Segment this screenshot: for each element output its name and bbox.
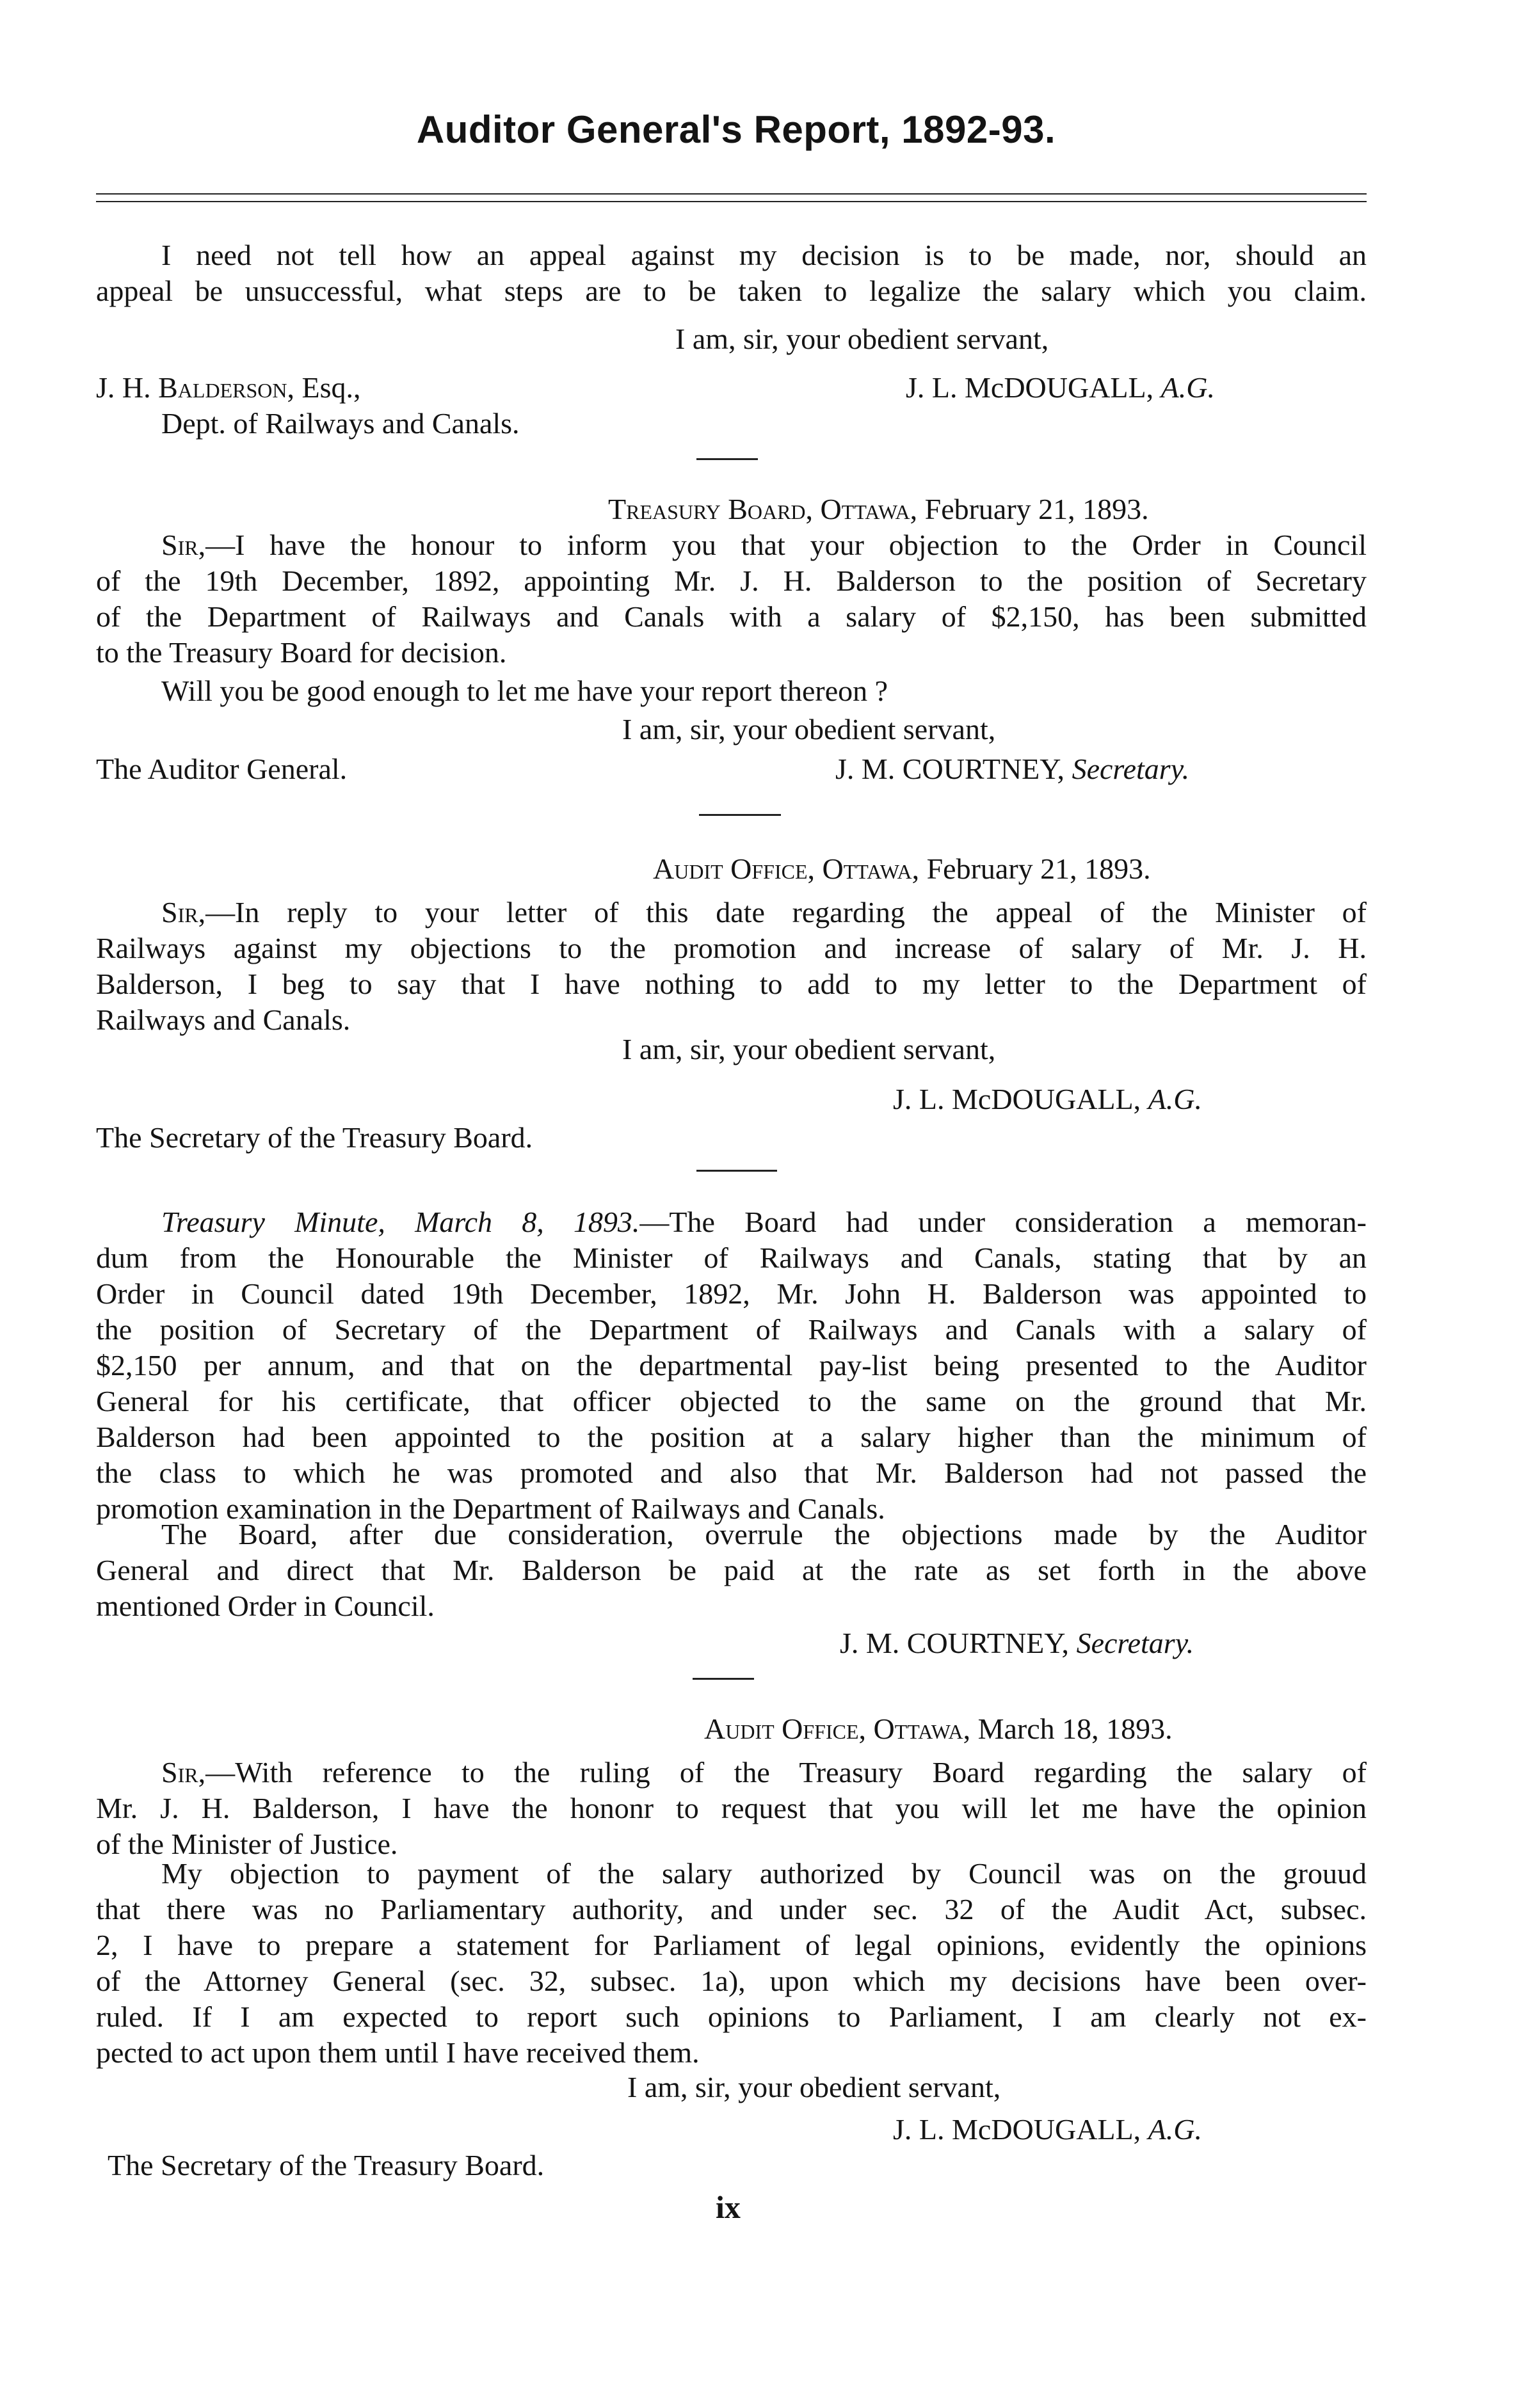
paragraph-line: I need not tell how an appeal against my decision is to be made, nor, should an <box>161 239 1367 271</box>
paragraph-line: to the Treasury Board for decision. <box>96 636 507 669</box>
closing-line: I am, sir, your obedient servant, <box>622 1033 996 1065</box>
paragraph-line: Railways and Canals. <box>96 1003 351 1036</box>
paragraph-line: of the Attorney General (sec. 32, subsec. 1a), upon which my decisions have been over- <box>96 1965 1367 1997</box>
paragraph-line: Sir,—I have the honour to inform you that your objection to the Order in Council <box>161 529 1367 561</box>
paragraph-line: mentioned Order in Council. <box>96 1590 435 1622</box>
paragraph-line: $2,150 per annum, and that on the departmental pay-list being presented to the Auditor <box>96 1349 1367 1382</box>
paragraph-line: pected to act upon them until I have received them. <box>96 2036 700 2069</box>
letter-place: Audit Office, Ottawa, <box>653 852 920 885</box>
paragraph-line: promotion examination in the Department of Railways and Canals. <box>96 1492 885 1525</box>
addressee-suffix: , Esq., <box>287 371 361 404</box>
separator-rule <box>699 814 781 816</box>
page-title: Auditor General's Report, 1892-93. <box>416 108 1056 151</box>
minute-heading: Treasury Minute, March 8, 1893. <box>161 1206 640 1238</box>
signature-title: Secretary. <box>1072 753 1190 785</box>
paragraph-line: of the Department of Railways and Canals with a salary of $2,150, has been submitted <box>96 600 1367 633</box>
title-rule-bottom <box>96 201 1367 202</box>
signature-title: A.G. <box>1148 2113 1202 2146</box>
signature <box>840 1625 1194 1661</box>
paragraph-line: Mr. J. H. Balderson, I have the hononr to request that you will let me have the opinion <box>96 1792 1367 1824</box>
signature <box>835 751 1189 787</box>
addressee: The Auditor General. <box>96 753 348 785</box>
letter-place: Audit Office, Ottawa, <box>704 1712 971 1745</box>
document-page <box>96 0 1376 2408</box>
addressee: The Secretary of the Treasury Board. <box>108 2149 545 2181</box>
salutation: Sir, <box>161 896 206 929</box>
letter-dateline <box>653 851 1151 887</box>
closing-line: I am, sir, your obedient servant, <box>622 713 996 746</box>
letter-dateline <box>608 491 1149 527</box>
addressee-dept: Dept. of Railways and Canals. <box>161 407 520 440</box>
paragraph-line: 2, I have to prepare a statement for Parliament of legal opinions, evidently the opinions <box>96 1929 1367 1961</box>
closing-line: I am, sir, your obedient servant, <box>675 323 1049 355</box>
page-number: ix <box>716 2189 741 2225</box>
closing-line: I am, sir, your obedient servant, <box>627 2071 1001 2103</box>
letter-date: March 18, 1893. <box>977 1712 1173 1745</box>
paragraph-line: Balderson had been appointed to the position at a salary higher than the minimum of <box>96 1421 1367 1453</box>
paragraph-line: of the 19th December, 1892, appointing Mr. J. H. Balderson to the position of Secretary <box>96 564 1367 597</box>
signature-name: J. L. McDOUGALL, <box>893 2113 1141 2146</box>
paragraph-line: The Board, after due consideration, overrule the objections made by the Auditor <box>161 1518 1367 1551</box>
paragraph-line: Sir,—In reply to your letter of this date regarding the appeal of the Minister of <box>161 896 1367 929</box>
paragraph-line: Order in Council dated 19th December, 1892, Mr. John H. Balderson was appointed to <box>96 1277 1367 1310</box>
paragraph-line: appeal be unsuccessful, what steps are to be taken to legalize the salary which you claim. <box>96 275 1367 307</box>
signature-title: A.G. <box>1161 371 1215 404</box>
separator-rule <box>693 1678 754 1680</box>
salutation: Sir, <box>161 1756 206 1789</box>
letter-date: February 21, 1893. <box>926 852 1151 885</box>
salutation: Sir, <box>161 529 206 561</box>
addressee: The Secretary of the Treasury Board. <box>96 1121 533 1154</box>
signature-title: A.G. <box>1148 1083 1202 1115</box>
paragraph-line: ruled. If I am expected to report such opinions to Parliament, I am clearly not ex- <box>96 2000 1367 2033</box>
paragraph-line: General and direct that Mr. Balderson be paid at the rate as set forth in the above <box>96 1554 1367 1586</box>
letter-date: February 21, 1893. <box>924 493 1149 525</box>
paragraph-line: Sir,—With reference to the ruling of the Treasury Board regarding the salary of <box>161 1756 1367 1789</box>
signature-name: J. M. COURTNEY, <box>835 753 1065 785</box>
paragraph-line: Will you be good enough to let me have your report thereon ? <box>161 674 888 707</box>
title-rule-top <box>96 193 1367 195</box>
signature-name: J. M. COURTNEY, <box>840 1627 1070 1659</box>
signature <box>893 1081 1202 1117</box>
paragraph-line: General for his certificate, that officer objected to the same on the ground that Mr. <box>96 1385 1367 1417</box>
signature-name: J. L. McDOUGALL, <box>906 371 1154 404</box>
letter-dateline <box>704 1711 1173 1747</box>
paragraph-line: that there was no Parliamentary authority, and under sec. 32 of the Audit Act, subsec. <box>96 1893 1367 1926</box>
separator-rule <box>696 1170 777 1172</box>
letter-place: Treasury Board, Ottawa, <box>608 493 918 525</box>
paragraph-line: the class to which he was promoted and also that Mr. Balderson had not passed the <box>96 1456 1367 1489</box>
separator-rule <box>696 458 758 460</box>
paragraph-line: Railways against my objections to the promotion and increase of salary of Mr. J. H. <box>96 932 1367 964</box>
signature <box>906 370 1215 406</box>
signature <box>893 2112 1202 2148</box>
addressee-name: J. H. Balderson <box>96 371 287 404</box>
paragraph-line: of the Minister of Justice. <box>96 1828 398 1860</box>
paragraph-line: dum from the Honourable the Minister of Railways and Canals, stating that by an <box>96 1241 1367 1274</box>
addressee <box>96 370 360 406</box>
signature-title: Secretary. <box>1076 1627 1194 1659</box>
paragraph-line: My objection to payment of the salary authorized by Council was on the grouud <box>161 1857 1367 1890</box>
paragraph-line: Balderson, I beg to say that I have nothing to add to my letter to the Department of <box>96 968 1367 1000</box>
signature-name: J. L. McDOUGALL, <box>893 1083 1141 1115</box>
paragraph-line: the position of Secretary of the Department of Railways and Canals with a salary of <box>96 1313 1367 1346</box>
paragraph-line: Treasury Minute, March 8, 1893.—The Board had under consideration a memoran- <box>161 1206 1367 1238</box>
